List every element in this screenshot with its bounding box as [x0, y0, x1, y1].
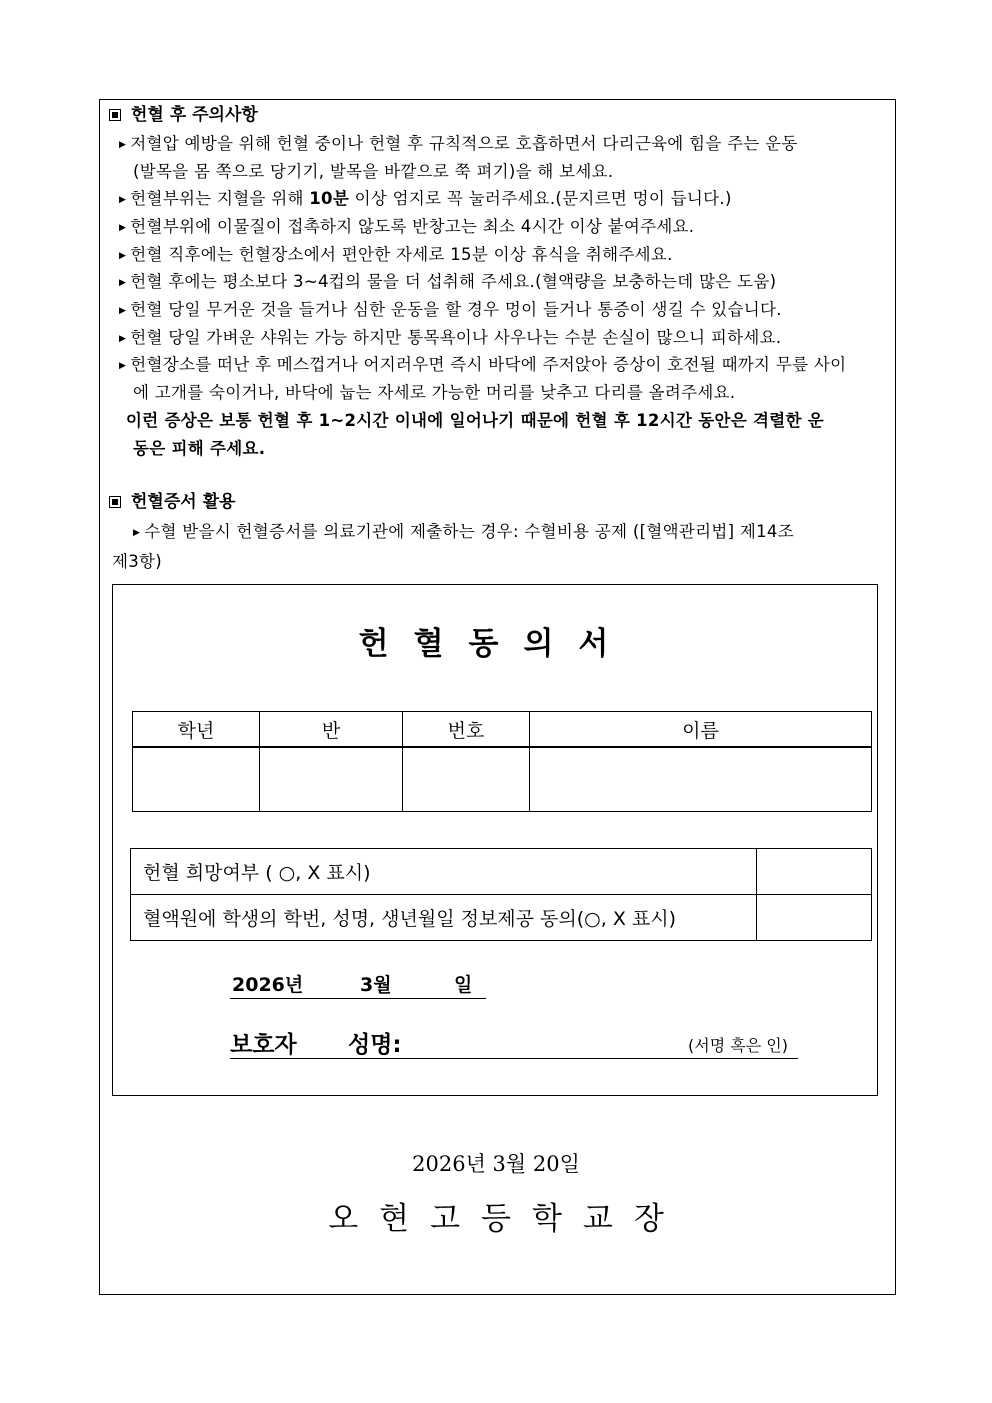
date-year: 2026년: [232, 974, 304, 996]
column-header-number: 번호: [403, 712, 530, 748]
consent-label-donation: 헌혈 희망여부 ( ○, X 표시): [131, 849, 757, 895]
triangle-bullet-icon: ▶: [119, 195, 127, 205]
consent-label-info: 혈액원에 학생의 학번, 성명, 생년월일 정보제공 동의(○, X 표시): [131, 895, 757, 941]
column-header-name: 이름: [530, 712, 872, 748]
number-cell[interactable]: [403, 747, 530, 812]
triangle-bullet-icon: ▶: [119, 334, 127, 344]
guardian-signature-line[interactable]: [230, 1028, 798, 1059]
square-bullet-icon: [109, 109, 121, 121]
certificate-usage-text-continued: 제3항): [112, 552, 163, 571]
triangle-bullet-icon: ▶: [119, 140, 127, 150]
guardian-label: 보호자: [230, 1032, 297, 1058]
triangle-bullet-icon: ▶: [119, 361, 127, 371]
sign-note: (서명 혹은 인): [688, 1036, 788, 1055]
form-date-line: [230, 970, 486, 999]
issue-date: 2026년 3월 20일: [412, 1152, 580, 1176]
grade-cell[interactable]: [133, 747, 260, 812]
consent-mark-donation[interactable]: [757, 849, 872, 895]
caution-item: ▶ 헌혈 후에는 평소보다 3~4컵의 물을 더 섭취해 주세요.(혈액량을 보충하는데 많은 도움): [119, 272, 777, 291]
consent-row: [131, 849, 872, 895]
table-header-row: [133, 712, 872, 748]
consent-form-title: 헌혈동의서: [358, 626, 634, 662]
certificate-usage-text: ▶ 수혈 받을시 헌혈증서를 의료기관에 제출하는 경우: 수혈비용 공제 ([혈액관리법] 제14조: [133, 522, 794, 541]
warning-text-continued: 동은 피해 주세요.: [133, 439, 266, 458]
class-cell[interactable]: [260, 747, 403, 812]
table-row: [133, 747, 872, 812]
caution-item-continued: (발목을 몸 쪽으로 당기기, 발목을 바깥으로 쭉 펴기)을 해 보세요.: [133, 162, 614, 181]
column-header-grade: 학년: [133, 712, 260, 748]
caution-item: ▶ 헌혈 직후에는 헌혈장소에서 편안한 자세로 15분 이상 휴식을 취해주세요.: [119, 245, 673, 264]
caution-item: ▶ 헌혈장소를 떠난 후 메스껍거나 어지러우면 즉시 바닥에 주저앉아 증상이 호전될 때까지 무릎 사이: [119, 355, 847, 374]
student-info-table: [132, 711, 872, 812]
consent-row: [131, 895, 872, 941]
triangle-bullet-icon: ▶: [119, 278, 127, 288]
caution-item: ▶ 헌혈부위는 지혈을 위해 10분 이상 엄지로 꼭 눌러주세요.(문지르면 멍이 듭니다.): [119, 189, 732, 208]
consent-table: [130, 848, 872, 941]
caution-item: ▶ 헌혈 당일 무거운 것을 들거나 심한 운동을 할 경우 멍이 들거나 통증이 생길 수 있습니다.: [119, 300, 782, 319]
caution-item: ▶ 헌혈 당일 가벼운 샤워는 가능 하지만 통목욕이나 사우나는 수분 손실이 많으니 피하세요.: [119, 328, 782, 347]
name-cell[interactable]: [530, 747, 872, 812]
triangle-bullet-icon: ▶: [119, 223, 127, 233]
square-bullet-icon: [109, 496, 121, 508]
triangle-bullet-icon: ▶: [119, 251, 127, 261]
caution-item: ▶ 저혈압 예방을 위해 헌혈 중이나 헌혈 후 규칙적으로 호흡하면서 다리근육에 힘을 주는 운동: [119, 134, 798, 153]
column-header-class: 반: [260, 712, 403, 748]
name-label: 성명:: [348, 1032, 402, 1058]
triangle-bullet-icon: ▶: [133, 528, 141, 538]
warning-text: 이런 증상은 보통 헌혈 후 1~2시간 이내에 일어나기 때문에 헌혈 후 12시간 동안은 격렬한 운: [126, 411, 824, 430]
consent-mark-info[interactable]: [757, 895, 872, 941]
school-principal: 오현고등학교장: [328, 1201, 685, 1237]
triangle-bullet-icon: ▶: [119, 306, 127, 316]
date-day[interactable]: 일: [454, 974, 473, 996]
date-month: 3월: [360, 974, 392, 996]
caution-item: ▶ 헌혈부위에 이물질이 접촉하지 않도록 반창고는 최소 4시간 이상 붙여주세요.: [119, 217, 695, 236]
caution-item-continued: 에 고개를 숙이거나, 바닥에 눕는 자세로 가능한 머리를 낮추고 다리를 올려주세요.: [133, 383, 736, 402]
section-caution-title: 헌혈 후 주의사항: [109, 100, 258, 125]
section-certificate-title: 헌혈증서 활용: [109, 487, 235, 512]
